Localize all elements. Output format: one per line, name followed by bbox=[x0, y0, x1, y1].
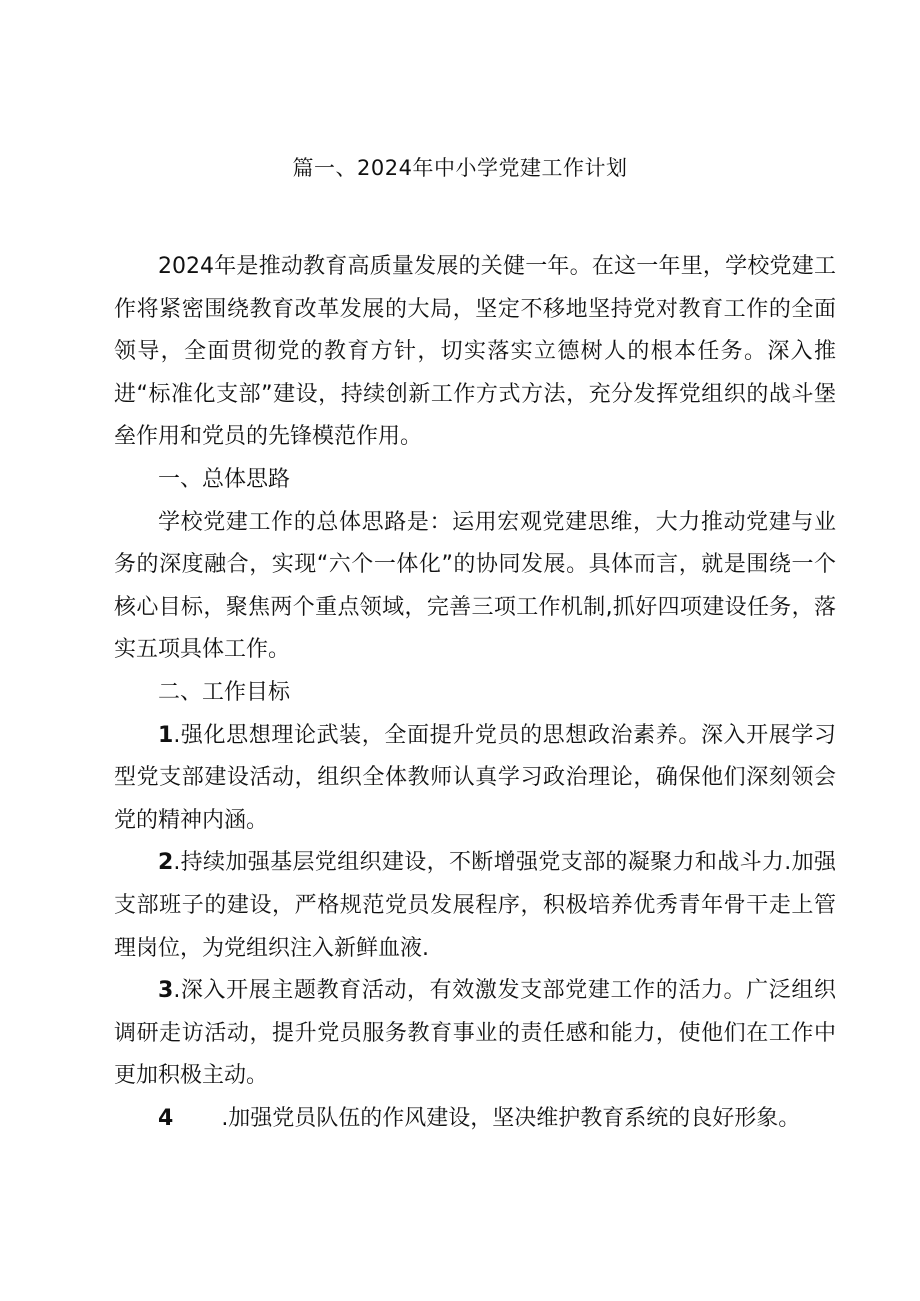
section-heading-2 bbox=[114, 672, 836, 715]
section-heading-1 bbox=[114, 459, 836, 502]
goal-item-2 bbox=[114, 842, 836, 970]
goal-number: 1 bbox=[158, 722, 174, 748]
goal-text: .加强党员队伍的作风建设，坚决维护教育系统的良好形象。 bbox=[221, 1105, 801, 1131]
section-1-text: 学校党建工作的总体思路是：运用宏观党建思维，大力推动党建与业务的深度融合，实现“六个一体化”的协同发展。具体而言，就是围绕一个核心目标，聚焦两个重点领域，完善三项工作机制,抓好四项建设任务，落实五项具体工作。 bbox=[114, 509, 836, 663]
goal-item-4 bbox=[114, 1098, 836, 1141]
goal-item-1 bbox=[114, 715, 836, 843]
goal-number: 4 bbox=[158, 1105, 174, 1131]
intro-paragraph bbox=[114, 246, 836, 459]
section-heading-1-text: 一、总体思路 bbox=[158, 466, 291, 492]
goal-text: .强化思想理论武装，全面提升党员的思想政治素养。深入开展学习型党支部建设活动，组织全体教师认真学习政治理论，确保他们深刻领会党的精神内涵。 bbox=[114, 722, 836, 833]
document-title: 篇一、2024年中小学党建工作计划 bbox=[292, 156, 628, 180]
goal-number: 3 bbox=[158, 978, 174, 1004]
goal-text: .持续加强基层党组织建设，不断增强党支部的凝聚力和战斗力.加强支部班子的建设，严格规范党员发展程序，积极培养优秀青年骨干走上管理岗位，为党组织注入新鲜血液. bbox=[114, 850, 836, 961]
goal-number: 2 bbox=[158, 850, 174, 876]
section-1-paragraph bbox=[114, 502, 836, 672]
document-body bbox=[114, 246, 836, 1140]
goal-item-3 bbox=[114, 970, 836, 1098]
goal-text: .深入开展主题教育活动，有效激发支部党建工作的活力。广泛组织调研走访活动，提升党员服务教育事业的责任感和能力，使他们在工作中更加积极主动。 bbox=[114, 978, 836, 1089]
section-heading-2-text: 二、工作目标 bbox=[158, 679, 291, 705]
intro-text: 2024年是推动教育高质量发展的关健一年。在这一年里，学校党建工作将紧密围绕教育改革发展的大局，坚定不移地坚持党对教育工作的全面领导，全面贯彻党的教育方针，切实落实立德树人的根本任务。深入推进“标准化支部”建设，持续创新工作方式方法，充分发挥党组织的战斗堡垒作用和党员的先锋模范作用。 bbox=[114, 254, 836, 450]
